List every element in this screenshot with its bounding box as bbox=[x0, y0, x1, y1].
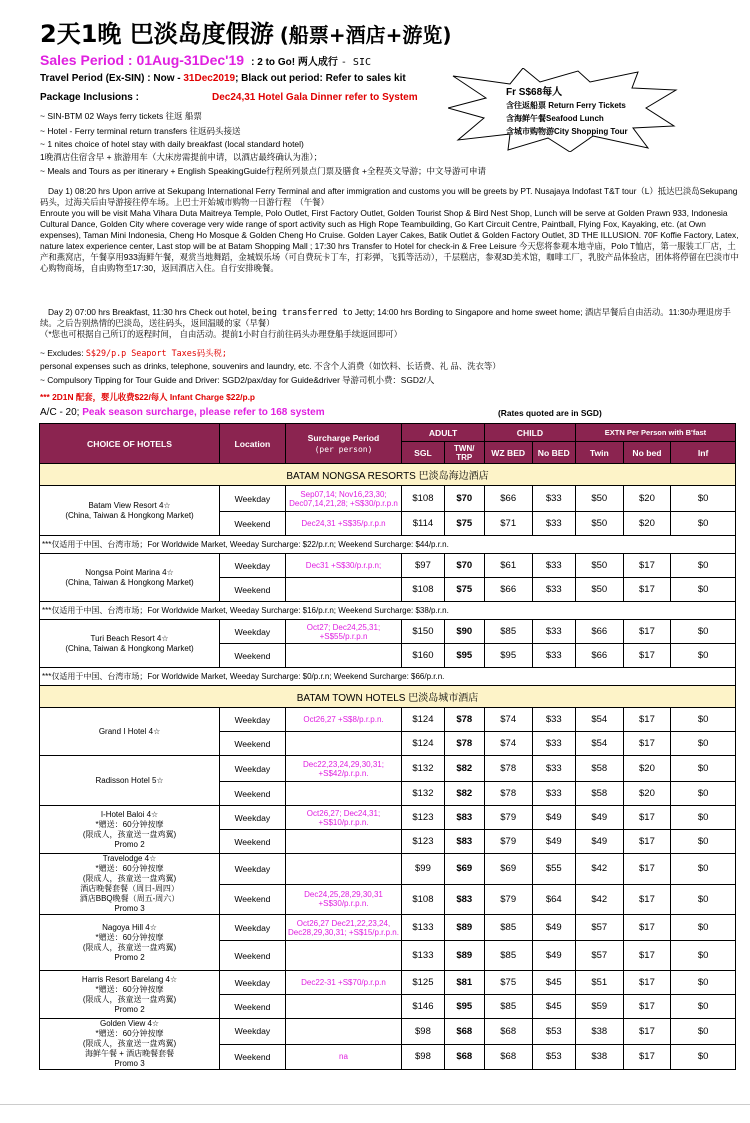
rate-cell: $33 bbox=[532, 512, 575, 536]
rate-cell: $57 bbox=[575, 941, 623, 971]
hotel-name: Harris Resort Barelang 4☆ *赠送：60分钟按摩 (限成人，孩童送一盘鸡翼) Promo 2 bbox=[40, 971, 220, 1019]
hotel-name: Travelodge 4☆ *赠送：60分钟按摩 (限成人，孩童送一盘鸡翼) 酒店晚餐套餐（周日-周四） 酒店BBQ晚餐（周五-周六） Promo 3 bbox=[40, 854, 220, 915]
rate-cell: $83 bbox=[444, 884, 484, 915]
rate-cell: $59 bbox=[575, 995, 623, 1019]
rate-cell: $69 bbox=[484, 854, 532, 885]
rate-cell: $0 bbox=[671, 806, 736, 830]
rate-cell: $38 bbox=[575, 1019, 623, 1045]
day2-part-a: Day 2) 07:00 hrs Breakfast, 11:30 hrs Check out hotel, bbox=[48, 307, 250, 317]
rate-cell: $51 bbox=[575, 971, 623, 995]
rate-cell: $50 bbox=[575, 486, 623, 512]
surcharge-cell: Oct27; Dec24,25,31; +S$55/p.r.p.n bbox=[285, 620, 402, 644]
location-cell: Weekday bbox=[220, 915, 286, 941]
rate-cell: $17 bbox=[623, 806, 671, 830]
rate-cell: $66 bbox=[575, 644, 623, 668]
header-hotel: CHOICE OF HOTELS bbox=[40, 424, 220, 464]
rate-cell: $79 bbox=[484, 806, 532, 830]
location-cell: Weekday bbox=[220, 854, 286, 885]
rate-cell: $45 bbox=[532, 971, 575, 995]
surcharge-cell bbox=[285, 1019, 402, 1045]
header-twin: Twin bbox=[575, 442, 623, 464]
surcharge-cell bbox=[285, 732, 402, 756]
location-cell: Weekday bbox=[220, 806, 286, 830]
rate-cell: $61 bbox=[484, 554, 532, 578]
rate-cell: $50 bbox=[575, 512, 623, 536]
rate-cell: $0 bbox=[671, 708, 736, 732]
rate-cell: $69 bbox=[444, 854, 484, 885]
rate-cell: $17 bbox=[623, 995, 671, 1019]
table-row bbox=[40, 620, 736, 644]
rate-cell: $66 bbox=[484, 578, 532, 602]
location-cell: Weekend bbox=[220, 578, 286, 602]
package-gala-note: Dec24,31 Hotel Gala Dinner refer to System bbox=[212, 92, 418, 103]
rate-cell: $49 bbox=[532, 806, 575, 830]
rate-cell: $78 bbox=[444, 732, 484, 756]
rate-cell: $33 bbox=[532, 578, 575, 602]
rate-cell: $89 bbox=[444, 915, 484, 941]
sales-period: Sales Period : 01Aug-31Dec'19 bbox=[40, 52, 245, 68]
rate-cell: $95 bbox=[484, 644, 532, 668]
market-note: ***仅适用于中国、台湾市场；For Worldwide Market, Weeday Surcharge: $22/p.r.n; Weekend Surcharge: $44/p.r.n. bbox=[40, 536, 736, 554]
location-cell: Weekend bbox=[220, 830, 286, 854]
rate-cell: $85 bbox=[484, 941, 532, 971]
market-note-row bbox=[40, 602, 736, 620]
rate-cell: $150 bbox=[402, 620, 444, 644]
rate-cell: $0 bbox=[671, 512, 736, 536]
surcharge-cell: Dec22-31 +S$70/p.r.p.n bbox=[285, 971, 402, 995]
header-surcharge bbox=[285, 424, 402, 464]
rate-cell: $78 bbox=[444, 708, 484, 732]
rate-cell: $50 bbox=[575, 554, 623, 578]
rate-cell: $132 bbox=[402, 756, 444, 782]
rate-cell: $0 bbox=[671, 854, 736, 885]
hotel-name: Golden View 4☆ *赠送：60分钟按摩 (限成人，孩童送一盘鸡翼) 海鲜午餐 + 酒店晚餐套餐 Promo 3 bbox=[40, 1019, 220, 1070]
hotel-name: I-Hotel Baloi 4☆ *赠送：60分钟按摩 (限成人，孩童送一盘鸡翼) Promo 2 bbox=[40, 806, 220, 854]
travel-period-line bbox=[40, 73, 406, 84]
promo-item: 含海鲜午餐Seafood Lunch bbox=[506, 114, 604, 123]
rate-cell: $146 bbox=[402, 995, 444, 1019]
rate-cell: $68 bbox=[444, 1019, 484, 1045]
rate-cell: $78 bbox=[484, 782, 532, 806]
rate-cell: $90 bbox=[444, 620, 484, 644]
rate-cell: $0 bbox=[671, 756, 736, 782]
rate-cell: $0 bbox=[671, 1044, 736, 1070]
rate-cell: $17 bbox=[623, 854, 671, 885]
location-cell: Weekend bbox=[220, 1044, 286, 1070]
rate-cell: $0 bbox=[671, 732, 736, 756]
excludes-line bbox=[40, 347, 227, 359]
rate-cell: $53 bbox=[532, 1019, 575, 1045]
rate-cell: $85 bbox=[484, 995, 532, 1019]
rate-cell: $17 bbox=[623, 884, 671, 915]
peak-surcharge-note: Peak season surcharge, please refer to 168 system bbox=[82, 407, 325, 418]
rate-cell: $0 bbox=[671, 1019, 736, 1045]
hotel-name: Nongsa Point Marina 4☆ (China, Taiwan & Hongkong Market) bbox=[40, 554, 220, 602]
travel-prefix: Travel Period (Ex-SIN) : Now - bbox=[40, 73, 184, 84]
rate-cell: $97 bbox=[402, 554, 444, 578]
tipping-line: ~ Compulsory Tipping for Tour Guide and Driver: SGD2/pax/day for Guide&driver 导游司机小费：SGD2/人 bbox=[40, 375, 435, 385]
section-row bbox=[40, 686, 736, 708]
rate-cell: $98 bbox=[402, 1019, 444, 1045]
location-cell: Weekday bbox=[220, 708, 286, 732]
hotel-name: Turi Beach Resort 4☆ (China, Taiwan & Hongkong Market) bbox=[40, 620, 220, 668]
rate-cell: $17 bbox=[623, 1019, 671, 1045]
rate-cell: $20 bbox=[623, 512, 671, 536]
sales-code: - SIC bbox=[340, 57, 371, 68]
location-cell: Weekend bbox=[220, 644, 286, 668]
market-note: ***仅适用于中国、台湾市场；For Worldwide Market, Weeday Surcharge: $0/p.r.n; Weekend Surcharge: $66/p.r.n. bbox=[40, 668, 736, 686]
itinerary-day2 bbox=[40, 307, 745, 340]
rate-cell: $99 bbox=[402, 854, 444, 885]
rates-body bbox=[40, 464, 736, 1070]
rate-cell: $0 bbox=[671, 644, 736, 668]
rate-cell: $17 bbox=[623, 732, 671, 756]
location-cell: Weekday bbox=[220, 486, 286, 512]
rate-cell: $68 bbox=[484, 1019, 532, 1045]
rate-cell: $17 bbox=[623, 941, 671, 971]
rate-cell: $0 bbox=[671, 941, 736, 971]
rate-cell: $17 bbox=[623, 915, 671, 941]
rate-cell: $17 bbox=[623, 708, 671, 732]
rate-cell: $20 bbox=[623, 756, 671, 782]
rate-cell: $83 bbox=[444, 806, 484, 830]
rate-cell: $70 bbox=[444, 486, 484, 512]
inclusion-item: ~ Meals and Tours as per itinerary + English SpeakingGuide行程所列景点门票及膳食 +全程英文导游；中文导游可申请 bbox=[40, 166, 486, 176]
rates-table bbox=[39, 423, 736, 1070]
rate-cell: $66 bbox=[575, 620, 623, 644]
rate-cell: $71 bbox=[484, 512, 532, 536]
sales-period-line bbox=[40, 52, 371, 68]
rate-cell: $17 bbox=[623, 644, 671, 668]
header-child: CHILD bbox=[484, 424, 575, 442]
rate-cell: $0 bbox=[671, 830, 736, 854]
itinerary-day1 bbox=[40, 186, 740, 274]
rate-cell: $132 bbox=[402, 782, 444, 806]
rates-currency-note: (Rates quoted are in SGD) bbox=[498, 408, 602, 418]
rate-cell: $17 bbox=[623, 971, 671, 995]
surcharge-cell bbox=[285, 941, 402, 971]
rate-cell: $45 bbox=[532, 995, 575, 1019]
personal-expenses: personal expenses such as drinks, telephone, souvenirs and laundry, etc. 不含个人消费（如饮料、长话费、礼 品、洗衣等） bbox=[40, 361, 501, 371]
rate-cell: $79 bbox=[484, 830, 532, 854]
rate-cell: $58 bbox=[575, 782, 623, 806]
rate-cell: $81 bbox=[444, 971, 484, 995]
surcharge-cell: Dec31 +S$30/p.r.p.n; bbox=[285, 554, 402, 578]
title-subtitle: (船票+酒店+游览) bbox=[279, 23, 452, 47]
day2-text bbox=[40, 307, 745, 329]
section-title: BATAM TOWN HOTELS 巴淡岛城市酒店 bbox=[40, 686, 736, 708]
rate-cell: $82 bbox=[444, 756, 484, 782]
surcharge-cell bbox=[285, 854, 402, 885]
header-twn: TWN/ TRP bbox=[444, 442, 484, 464]
rate-cell: $78 bbox=[484, 756, 532, 782]
ac-line bbox=[40, 407, 325, 418]
market-note-row bbox=[40, 536, 736, 554]
rate-cell: $38 bbox=[575, 1044, 623, 1070]
rate-cell: $83 bbox=[444, 830, 484, 854]
rate-cell: $79 bbox=[484, 884, 532, 915]
rate-cell: $0 bbox=[671, 884, 736, 915]
bottom-divider bbox=[0, 1104, 750, 1105]
location-cell: Weekend bbox=[220, 512, 286, 536]
location-cell: Weekday bbox=[220, 971, 286, 995]
rate-cell: $49 bbox=[575, 806, 623, 830]
rate-cell: $124 bbox=[402, 708, 444, 732]
table-row bbox=[40, 708, 736, 732]
rate-cell: $108 bbox=[402, 884, 444, 915]
promo-item: 含城市购物游City Shopping Tour bbox=[506, 127, 628, 136]
surcharge-cell: Dec24,31 +S$35/p.r.p.n bbox=[285, 512, 402, 536]
market-note: ***仅适用于中国、台湾市场；For Worldwide Market, Weeday Surcharge: $16/p.r.n; Weekend Surcharge: $38/p.r.n. bbox=[40, 602, 736, 620]
rate-cell: $33 bbox=[532, 782, 575, 806]
rate-cell: $57 bbox=[575, 915, 623, 941]
rate-cell: $54 bbox=[575, 732, 623, 756]
rate-cell: $89 bbox=[444, 941, 484, 971]
rate-cell: $0 bbox=[671, 915, 736, 941]
rate-cell: $125 bbox=[402, 971, 444, 995]
surcharge-cell: na bbox=[285, 1044, 402, 1070]
hotel-name: Radisson Hotel 5☆ bbox=[40, 756, 220, 806]
header-nobed2: No bed bbox=[623, 442, 671, 464]
header-extn: EXTN Per Person with B'fast bbox=[575, 424, 735, 442]
rate-cell: $20 bbox=[623, 486, 671, 512]
rate-cell: $33 bbox=[532, 756, 575, 782]
surcharge-cell bbox=[285, 995, 402, 1019]
inclusion-item: ~ Hotel - Ferry terminal return transfers 往返码头接送 bbox=[40, 126, 241, 136]
table-row bbox=[40, 854, 736, 885]
rate-cell: $33 bbox=[532, 708, 575, 732]
section-row bbox=[40, 464, 736, 486]
rate-cell: $0 bbox=[671, 971, 736, 995]
location-cell: Weekend bbox=[220, 941, 286, 971]
ac-label: A/C - 20; bbox=[40, 407, 83, 418]
rate-cell: $0 bbox=[671, 554, 736, 578]
rate-cell: $53 bbox=[532, 1044, 575, 1070]
rate-cell: $54 bbox=[575, 708, 623, 732]
surcharge-cell: Sep07,14; Nov16,23,30; Dec07,14,21,28; +S$30/p.r.p.n bbox=[285, 486, 402, 512]
infant-charge: *** 2D1N 配套，婴儿收费$22/每人 Infant Charge $22/p.p bbox=[40, 392, 256, 402]
rate-cell: $64 bbox=[532, 884, 575, 915]
location-cell: Weekend bbox=[220, 732, 286, 756]
excludes-label: ~ Excludes: bbox=[40, 348, 86, 358]
rate-cell: $98 bbox=[402, 1044, 444, 1070]
header-surcharge-title: Surcharge Period bbox=[307, 432, 380, 443]
rate-cell: $17 bbox=[623, 1044, 671, 1070]
header-nobed: No BED bbox=[532, 442, 575, 464]
surcharge-cell: Oct26,27; Dec24,31; +S$10/p.r.p.n. bbox=[285, 806, 402, 830]
rate-cell: $58 bbox=[575, 756, 623, 782]
header-surcharge-sub: (per person) bbox=[314, 444, 373, 454]
rate-cell: $85 bbox=[484, 915, 532, 941]
rate-cell: $42 bbox=[575, 854, 623, 885]
table-row bbox=[40, 971, 736, 995]
rate-cell: $160 bbox=[402, 644, 444, 668]
location-cell: Weekday bbox=[220, 554, 286, 578]
page-title bbox=[40, 14, 452, 49]
rate-cell: $33 bbox=[532, 644, 575, 668]
header-sgl: SGL bbox=[402, 442, 444, 464]
table-row bbox=[40, 756, 736, 782]
day2-note: （*您也可根据自己所订的返程时间， 自由活动。提前1小时自行前往码头办理登船手续返回即可） bbox=[40, 329, 402, 339]
rate-cell: $17 bbox=[623, 830, 671, 854]
rate-cell: $68 bbox=[444, 1044, 484, 1070]
location-cell: Weekend bbox=[220, 995, 286, 1019]
rate-cell: $0 bbox=[671, 620, 736, 644]
rate-cell: $95 bbox=[444, 644, 484, 668]
table-row bbox=[40, 1019, 736, 1045]
day1-arrival: Day 1) 08:20 hrs Upon arrive at Sekupang International Ferry Terminal and after immigration and customs you will be greets by PT. Nusajaya Indofast T&T tour（L）抵达巴淡岛Sekupang 码头，过海关后由导游接往停车场。上巴士开始城市购物一日游行程 （午餐） bbox=[40, 186, 738, 207]
rate-cell: $66 bbox=[484, 486, 532, 512]
rate-cell: $114 bbox=[402, 512, 444, 536]
rate-cell: $124 bbox=[402, 732, 444, 756]
title-main: 2天1晚 巴淡岛度假游 bbox=[40, 20, 274, 48]
rate-cell: $49 bbox=[532, 830, 575, 854]
surcharge-cell bbox=[285, 644, 402, 668]
inclusion-item: 1晚酒店住宿含早 + 旅游用车（大床房需提前申请，以酒店最终确认为准）； bbox=[40, 152, 323, 162]
rate-cell: $0 bbox=[671, 486, 736, 512]
location-cell: Weekend bbox=[220, 884, 286, 915]
rate-cell: $33 bbox=[532, 620, 575, 644]
header-adult: ADULT bbox=[402, 424, 485, 442]
rate-cell: $70 bbox=[444, 554, 484, 578]
table-row bbox=[40, 915, 736, 941]
table-row bbox=[40, 806, 736, 830]
rate-cell: $74 bbox=[484, 732, 532, 756]
rate-cell: $33 bbox=[532, 732, 575, 756]
rate-cell: $42 bbox=[575, 884, 623, 915]
rate-cell: $49 bbox=[532, 915, 575, 941]
market-note-row bbox=[40, 668, 736, 686]
rate-cell: $50 bbox=[575, 578, 623, 602]
rate-cell: $95 bbox=[444, 995, 484, 1019]
hotel-name: Nagoya Hill 4☆ *赠送：60分钟按摩 (限成人，孩童送一盘鸡翼) Promo 2 bbox=[40, 915, 220, 971]
hotel-name: Batam View Resort 4☆ (China, Taiwan & Hongkong Market) bbox=[40, 486, 220, 536]
package-label: Package Inclusions : bbox=[40, 92, 139, 103]
header-inf: Inf bbox=[671, 442, 736, 464]
location-cell: Weekday bbox=[220, 756, 286, 782]
rate-cell: $123 bbox=[402, 830, 444, 854]
travel-end-date: 31Dec2019 bbox=[183, 73, 236, 84]
surcharge-cell: Dec22,23,24,29,30,31; +S$42/p.r.p.n. bbox=[285, 756, 402, 782]
location-cell: Weekday bbox=[220, 620, 286, 644]
rate-cell: $74 bbox=[484, 708, 532, 732]
rate-cell: $0 bbox=[671, 578, 736, 602]
inclusion-item: ~ 1 nites choice of hotel stay with daily breakfast (local standard hotel) bbox=[40, 139, 304, 149]
header-wzbed: WZ BED bbox=[484, 442, 532, 464]
table-row bbox=[40, 486, 736, 512]
rate-cell: $108 bbox=[402, 578, 444, 602]
rate-cell: $17 bbox=[623, 554, 671, 578]
rate-cell: $49 bbox=[575, 830, 623, 854]
rate-cell: $49 bbox=[532, 941, 575, 971]
inclusion-item: ~ SIN-BTM 02 Ways ferry tickets 往返 船票 bbox=[40, 111, 202, 121]
table-row bbox=[40, 554, 736, 578]
rate-cell: $33 bbox=[532, 486, 575, 512]
rate-cell: $75 bbox=[484, 971, 532, 995]
surcharge-cell bbox=[285, 782, 402, 806]
day2-part-mono: being transferred to bbox=[251, 307, 353, 317]
rate-cell: $75 bbox=[444, 578, 484, 602]
surcharge-cell: Oct26,27 Dec21,22,23,24, Dec28,29,30,31; +S$15/p.r.p.n. bbox=[285, 915, 402, 941]
rate-cell: $85 bbox=[484, 620, 532, 644]
excludes-tax: S$29/p.p Seaport Taxes码头税; bbox=[85, 348, 227, 358]
location-cell: Weekend bbox=[220, 782, 286, 806]
rate-cell: $0 bbox=[671, 782, 736, 806]
rate-cell: $17 bbox=[623, 620, 671, 644]
header-location: Location bbox=[220, 424, 286, 464]
rate-cell: $55 bbox=[532, 854, 575, 885]
sales-tail: : 2 to Go! 两人成行 bbox=[251, 57, 338, 68]
rate-cell: $133 bbox=[402, 915, 444, 941]
rate-cell: $20 bbox=[623, 782, 671, 806]
day2-part-b: Jetty; 14:00 hrs Bording to Singapore and home sweet home; 酒店早餐后自由活动。11:30办理退房手续。之后告别热情的巴淡岛，送往码头，返回温暖的家（早餐） bbox=[40, 307, 731, 328]
rate-cell: $82 bbox=[444, 782, 484, 806]
rate-cell: $75 bbox=[444, 512, 484, 536]
rate-cell: $123 bbox=[402, 806, 444, 830]
day1-tour: Enroute you will be visit Maha Vihara Duta Maitreya Temple, Polo Outlet, First Factory Outlet, Golden Tourist Shop & Bird Nest Shop, Lunch will be serve at Golden Prawn 933, Indonesia Cultural Dance, Golden City where coverage very wide range of sport activity such as High Rope Teambuilding, Go Kart Circuit Centre, Paintball, Flying Fox, Kayaking, etc. (at Own expenses), Taman Mini Indonesia, Cheng Ho Mosque & Golden Cheng Ho Cruise. Golden Layer Cakes, Batik Outlet & Golden Factory Outlet, 3D THE ILLUSION. 70F Koffie Factory, Latex, nature latex experience center, Last stop will be at Batam Shopping Mall ; 17:30 hrs Transfer to Hotel for check-in & Free Leisure 今天您将参观本地寺庙，Polo T恤店，第一服装工厂店，土产和燕窝店，午餐享用933海鲜午餐，观赏当地舞蹈，金城娱乐场（可自费玩卡丁车，打彩弹，飞狐等活动），千层糕店，参观3D美术馆，咖啡工厂，乳胶产品体验店，团体将停留在巴淡市中心购物商场，自由购物至17:30，返回酒店入住。自行安排晚餐。 bbox=[40, 208, 739, 273]
section-title: BATAM NONGSA RESORTS 巴淡岛海边酒店 bbox=[40, 464, 736, 486]
hotel-name: Grand I Hotel 4☆ bbox=[40, 708, 220, 756]
rate-cell: $68 bbox=[484, 1044, 532, 1070]
surcharge-cell bbox=[285, 578, 402, 602]
surcharge-cell bbox=[285, 830, 402, 854]
surcharge-cell: Dec24,25,28,29,30,31 +S$30/p.r.p.n. bbox=[285, 884, 402, 915]
promo-item: 含往返船票 Return Ferry Tickets bbox=[506, 101, 626, 110]
rate-cell: $0 bbox=[671, 995, 736, 1019]
rate-cell: $108 bbox=[402, 486, 444, 512]
rate-cell: $17 bbox=[623, 578, 671, 602]
travel-suffix: ; Black out period: Refer to sales kit bbox=[235, 73, 406, 84]
surcharge-cell: Oct26,27 +S$8/p.r.p.n. bbox=[285, 708, 402, 732]
promo-price: Fr S$68每人 bbox=[506, 87, 563, 98]
location-cell: Weekday bbox=[220, 1019, 286, 1045]
rate-cell: $33 bbox=[532, 554, 575, 578]
rate-cell: $133 bbox=[402, 941, 444, 971]
